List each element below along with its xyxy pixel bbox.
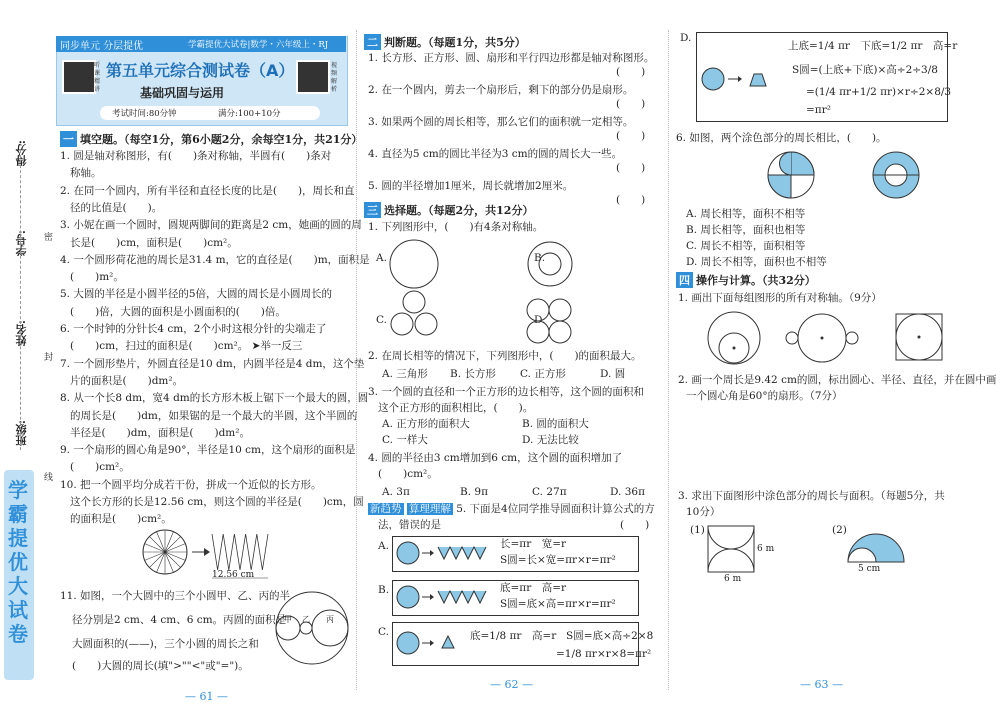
fill-question-line: 8. 从一个长8 dm，宽4 dm的长方形木板上锯下一个最大的圆，圆 [60,392,369,405]
fill-question-line: 称轴。 [70,167,102,180]
brand-logo: 学霸提优大试卷 [8,478,28,646]
q5-d-result: =πr² [806,104,831,116]
operation-q3-line1: 3. 求出下面图形中涂色部分的周长与面积。（每题5分，共 [678,490,945,502]
test-subtitle: 基础巩固与运用 [140,86,225,100]
q11-line: 11. 如图，一个大圆中的三个小圆甲、乙、丙的半 [60,590,291,602]
q5-c-dimensions: 底=1/8 πr 高=r [470,630,557,642]
figure-1-width: 6 m [724,574,742,584]
fill-question-line: ( )倍，大圆的面积是小圆面积的( )倍。 [70,305,286,318]
q4-option-a: A. 3π [382,486,410,498]
page-number-62: — 62 — [490,678,533,691]
operation-q3-line2: 10分） [686,506,721,518]
q5-c-formula: S圆=底×高÷2×8 [566,630,654,642]
judge-answer-paren: ( ) [616,130,646,142]
symmetry-figures [706,310,946,370]
fill-question-line: ( )cm²。 [70,461,130,474]
fill-question-line: 9. 一个扇形的圆心角是90°，半径是10 cm，这个扇形的面积是 [60,444,356,457]
fill-question-line: ( )m²。 [70,271,124,284]
qr-caption-left: 听课精讲 [94,62,101,93]
q1-shapes [380,236,580,356]
choice-q3-line2: 这个正方形的面积相比，( )。 [378,402,534,414]
q4-option-b: B. 9π [460,486,488,498]
choice-q5-line2: 法，错误的是 [378,519,441,531]
judge-question: 2. 在一个圆内，剪去一个扇形后，剩下的部分仍是扇形。 [368,84,634,96]
q4-option-d: D. 36π [610,486,645,498]
choice-q4-line2: ( )cm²。 [378,468,438,480]
binding-sidebar [0,0,52,715]
q5-option-a: A. [378,540,389,552]
q5-figures [396,538,496,664]
choice-q5-line1: 新趋势 算理理解 5. 下面是4位同学推导圆面积计算公式的方 [370,503,655,515]
choice-q1: 1. 下列图形中，( )有4条对称轴。 [368,221,544,233]
q3-option-d: D. 无法比较 [522,434,579,446]
q3-option-c: C. 一样大 [382,434,428,446]
fill-question-line: 径的比值是( )。 [70,201,163,214]
choice-q3-line1: 3. 一个圆的直径和一个正方形的边长相等，这个圆的面积和 [368,386,644,398]
fill-question-line: 6. 一个时钟的分针长4 cm，2个小时这根分针的尖端走了 [60,323,327,335]
section-4-heading: 四 操作与计算。（共32分） [676,272,816,288]
q5-a-dimensions: 长=πr 宽=r [500,538,567,550]
operation-q2-line1: 2. 画一个周长是9.42 cm的圆，标出圆心、半径、直径，并在圆中画 [678,374,997,386]
class-label: 班级: [15,420,28,447]
fill-question-line: 4. 一个圆形荷花池的周长是31.4 m，它的直径是( )m，面积是 [60,253,370,266]
q5-b-formula: S圆=底×高=πr×r=πr² [500,598,616,610]
student-id-label: 学号: [15,230,28,257]
operation-q1: 1. 画出下面每组图形的所有对称轴。（9分） [678,292,882,304]
fill-question-line: 5. 大圆的半径是小圆半径的5倍，大圆的周长是小圆周长的 [60,288,333,301]
q2-option-b: B. 长方形 [450,368,496,380]
section-2-heading: 二 判断题。（每题1分，共5分） [364,34,526,50]
book-series: 学霸提优大试卷|数学・六年级上・RJ [188,40,329,50]
figure-2-label: (2) [832,524,847,536]
choice-q2: 2. 在周长相等的情况下，下列图形中，( )的面积最大。 [368,350,642,362]
q2-option-c: C. 正方形 [520,368,566,380]
q4-option-c: C. 27π [532,486,567,498]
q11-circle-yi: 乙 [302,615,310,624]
qr-caption-right: 视频解析 [331,62,338,93]
q11-figure [274,590,350,666]
q5-b-dimensions: 底=πr 高=r [500,582,567,594]
series-badge: 同步单元 分层提优 [60,41,144,52]
q11-circle-jia: 甲 [284,615,292,624]
q11-circle-bing: 丙 [326,615,334,624]
figure-2-width: 5 cm [858,564,881,574]
judge-answer-paren: ( ) [616,162,646,174]
q2-option-d: D. 圆 [600,368,626,380]
test-title: 第五单元综合测试卷（A） [106,61,295,80]
seal-mark-3: 线 [44,473,54,483]
fill-question-line: ( )cm，扫过的面积是( )cm²。 ➤举一反三 [70,340,303,353]
choice-q4-line1: 4. 圆的半径由3 cm增加到6 cm，这个圆的面积增加了 [368,452,623,464]
q6-option-d: D. 周长不相等，面积也不相等 [686,256,827,268]
fill-question-line: 2. 在同一个圆内，所有半径和直径长度的比是( )，周长和直 [60,184,355,197]
q1-option-a: A. [376,252,387,264]
figure-1-height: 6 m [757,544,775,554]
q6-option-a: A. 周长相等，面积不相等 [686,208,806,220]
fill-question-line: 这个长方形的长是12.56 cm，则这个圆的半径是( )cm，圆 [70,496,364,508]
seal-mark-1: 密 [44,233,54,243]
operation-q2-line2: 一个圆心角是60°的扇形。（7分） [686,390,843,402]
q5-option-c: C. [378,626,389,638]
judge-question: 4. 直径为5 cm的圆比半径为3 cm的圆的周长大一些。 [368,148,623,160]
student-name-label: 姓名: [15,320,28,347]
column-divider-2 [668,30,670,690]
judge-question: 5. 圆的半径增加1厘米，周长就增加2厘米。 [368,180,574,192]
q2-option-a: A. 三角形 [382,368,428,380]
judge-question: 3. 如果两个圆的周长相等，那么它们的面积就一定相等。 [368,116,634,128]
q6-option-c: C. 周长不相等，面积相等 [686,240,806,252]
fill-question-line: 半径是( )dm，面积是( )dm²。 [70,426,250,439]
full-score: 满分:100+10分 [218,109,281,119]
fill-question-line: 的面积是( )cm²。 [70,513,172,526]
fill-question-line: 3. 小妮在画一个圆时，圆规两脚间的距离是2 cm，她画的圆的周 [60,219,362,232]
q5-d-step: =(1/4 πr+1/2 πr)×r÷2×8/3 [806,86,952,98]
q10-length-label: 12.56 cm [212,570,255,580]
section-1-heading: 一 填空题。（每空1分，第6小题2分，余每空1分，共21分） [60,131,362,147]
fill-line [20,150,22,450]
shaded-figure-1 [708,526,756,574]
shaded-figure-2 [846,522,916,574]
q5-option-d: D. [680,32,692,44]
choice-q5-paren: ( ) [620,519,650,531]
qr-code-left [62,60,96,94]
figure-1-label: (1) [690,524,705,536]
fill-question-line: 7. 一个圆形垫片，外圆直径是10 dm，内圆半径是4 dm，这个垫 [60,357,365,370]
fill-question-line: 10. 把一个圆平均分成若干份，拼成一个近似的长方形。 [60,478,322,491]
q11-line: 径分别是2 cm、4 cm、6 cm。丙圆的面积是 [72,614,287,626]
q5-d-bases: 上底=1/4 πr 下底=1/2 πr 高=r [788,40,958,52]
judge-answer-paren: ( ) [616,98,646,110]
seal-mark-2: 封 [44,353,54,363]
q11-line: 大圆面积的(——)，三个小圆的周长之和 [72,638,259,650]
q6-option-b: B. 周长相等，面积也相等 [686,224,806,236]
fill-question-line: 片的面积是( )dm²。 [70,374,184,387]
q3-option-b: B. 圆的面积大 [522,418,589,430]
q5-a-formula: S圆=长×宽=πr×r=πr² [500,554,616,566]
score-label: 得分: [15,140,28,167]
fill-question-line: 1. 圆是轴对称图形，有( )条对称轴，半圆有( )条对 [60,150,332,162]
q5-c-result: =1/8 πr×r×8=πr² [556,648,652,660]
section-3-heading: 三 选择题。（每题2分，共12分） [364,202,533,218]
fill-question-line: 长是( )cm，面积是( )cm²。 [70,236,238,249]
page-number-63: — 63 — [800,678,843,691]
exam-time: 考试时间:80分钟 [112,109,177,119]
q5-option-b: B. [378,584,390,596]
q5-d-figure [700,66,780,92]
q1-option-b: B. [534,252,546,264]
q1-option-c: C. [376,314,387,326]
judge-answer-paren: ( ) [616,194,646,206]
q5-d-formula: S圆=(上底+下底)×高÷2÷3/8 [792,64,938,76]
qr-code-right [296,60,330,94]
judge-answer-paren: ( ) [616,66,646,78]
q1-option-d: D. [534,314,546,326]
fill-question-line: 的周长是( )dm，如果锯的是一个最大的半圆，这个半圆的 [70,409,358,422]
page-number-61: — 61 — [185,690,228,703]
q3-option-a: A. 正方形的面积大 [382,418,470,430]
column-divider-1 [356,30,358,690]
choice-q6: 6. 如图，两个涂色部分的周长相比，( )。 [676,132,887,144]
judge-question: 1. 长方形、正方形、圆、扇形和平行四边形都是轴对称图形。 [368,52,655,64]
q6-figures [766,150,926,200]
q11-line: ( )大圆的周长(填">""<"或"=")。 [72,660,249,672]
